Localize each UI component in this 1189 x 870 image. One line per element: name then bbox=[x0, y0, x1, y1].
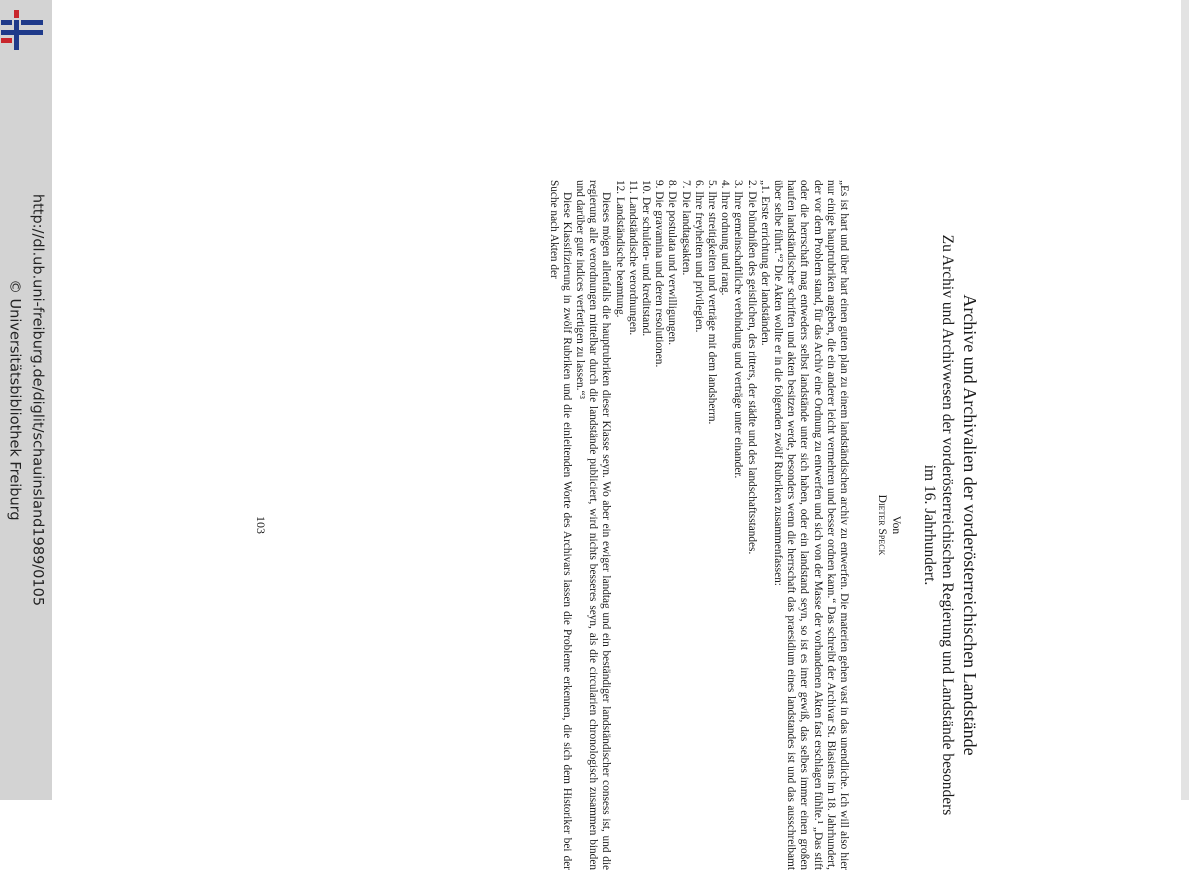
list-item: „1. Erste errichtung der landständen. bbox=[758, 180, 771, 346]
rubric-list bbox=[612, 180, 770, 870]
right-scrollbar[interactable] bbox=[1181, 0, 1189, 800]
list-item: 8. Die postulata und verwilligungen. bbox=[666, 180, 679, 346]
third-paragraph: Diese Klassifizierung in zwölf Rubriken und die einleitenden Worte des Archivars lassen die Probleme erkennen, die sich dem Historiker bei der Suche nach Akten der bbox=[547, 180, 573, 870]
list-item: 6. Ihre freyheiten und privilegien. bbox=[692, 180, 705, 333]
list-item: 10. Der schulden- und kreditstand. bbox=[639, 180, 652, 337]
list-item: 9. Die gravamina und deren resolutionen. bbox=[653, 180, 666, 368]
list-item: 12. Landständische beamtung. bbox=[613, 180, 626, 318]
side-caption bbox=[8, 194, 45, 606]
list-item: 3. Ihre gemeinschaftliche verbindung und verträge unter einander. bbox=[732, 180, 745, 479]
list-item: 7. Die landtagsakten. bbox=[679, 180, 692, 276]
byline-von: Von bbox=[890, 515, 902, 535]
document-url-link[interactable]: http://dl.ub.uni-freiburg.de/diglit/schauinsland1989/0105 bbox=[29, 193, 46, 607]
list-item: 11. Landständische verordnungen. bbox=[626, 180, 639, 336]
list-item: 2. Die bündnißen des geistlichen, des ritters, der städte und des landschaftsstandes. bbox=[745, 180, 758, 555]
author-name: Dieter Speck bbox=[876, 494, 888, 556]
list-item: 5. Ihre streitigkeiten und verträge mit dem landsherrn. bbox=[705, 180, 718, 425]
article-subtitle: Zu Archiv und Archivwesen der vorderösterreichischen Regierung und Landstände besonders im 16. Jahrhundert. bbox=[921, 234, 956, 816]
intro-paragraph: „Es ist hart und über hart einen guten plan zu einem landständischen archiv zu entwerfen. Die materien gehen vast in das unendliche. Ich will also hier nur einige hauptrubriken angeben, die ein anderer leicht vermehren und besser ordnen kann.“ Das schreibt der Archivar St. Blasiens im 18. Jahrhundert, der vor dem Problem stand, für das Archiv eine Ordnung zu entwerfen und sich von der Masse der vorhandenen Akten fast erschlagen fühlte.¹ „Das stift oder die herrschaft mag entweders selbst landstände unter sich haben, oder ein landstand seyn, so ist es imer gewiß, das selbes immer einen großen haufen landständischer schriften und akten besitzen werde, besonders wenn die herrschaft das praesidium eines landstandes ist und das ausschreibamt über selbe führt.“² Die Akten wollte er in die folgenden zwölf Rubriken zusammenfassen: bbox=[771, 180, 850, 870]
sidebar bbox=[0, 0, 52, 800]
scanned-page bbox=[210, 180, 990, 870]
page-number: 103 bbox=[254, 516, 268, 534]
copyright-notice: © Universitätsbibliothek Freiburg bbox=[7, 279, 23, 521]
list-item: 4. Ihre ordnung und rang. bbox=[719, 180, 732, 296]
second-paragraph: Dieses mögen allenfalls die hauptrubriken dieser Klasse seyn. Wo aber ein ewiger landtag und ein beständiger landständischer consess ist, und die regierung alle verordnungen mittelbar durch die landstände publiciert, wird nichts besseres seyn, als die circularien chronologisch zusammen binden und darüber gute indices verfertigen zu lassen.“³ bbox=[573, 180, 613, 870]
ub-freiburg-logo-icon bbox=[1, 10, 43, 50]
article-body bbox=[546, 180, 850, 870]
article-title: Archive und Archivalien der vorderösterreichischen Landstände bbox=[960, 294, 980, 756]
